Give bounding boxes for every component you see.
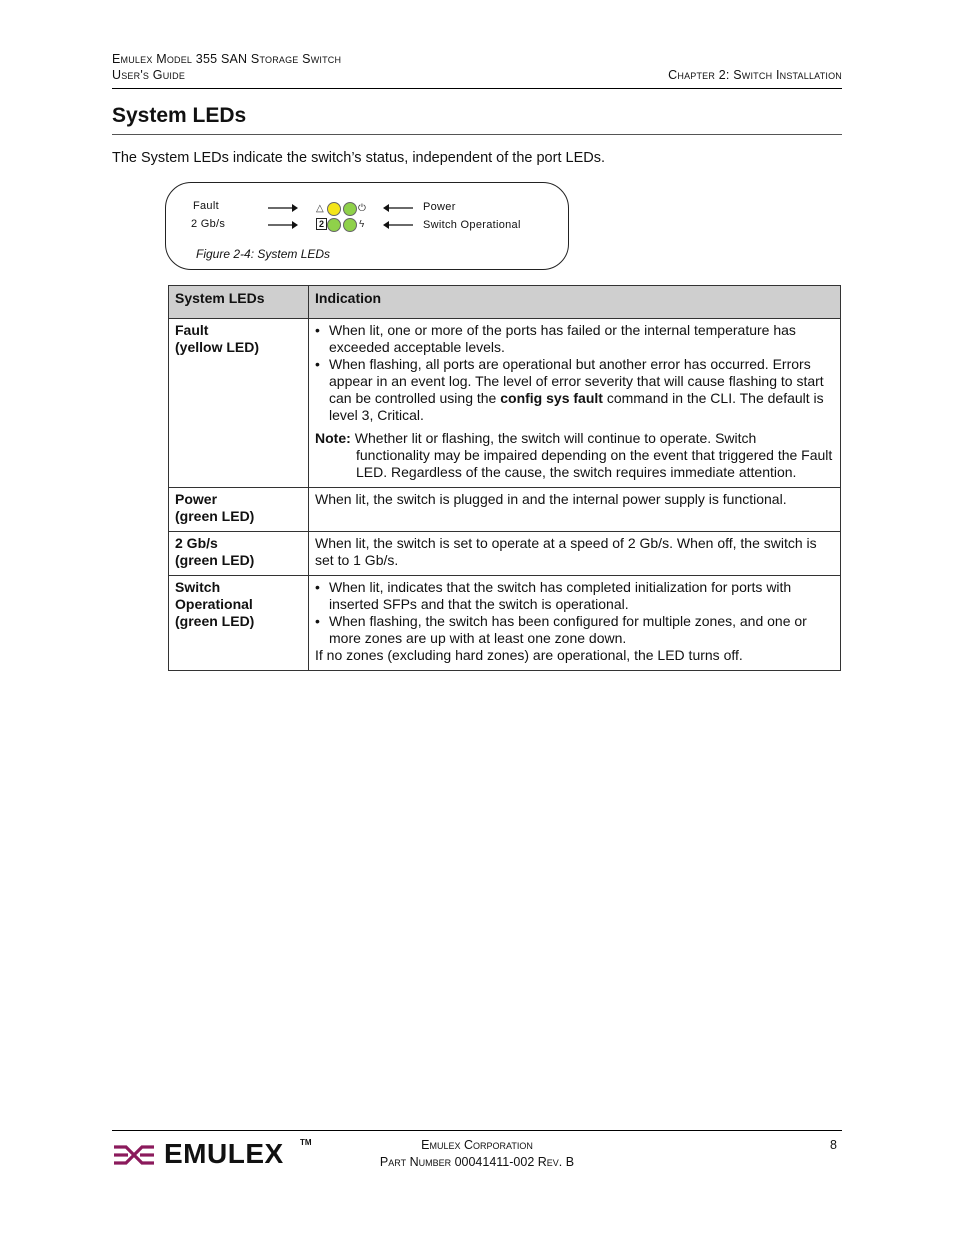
trademark-mark: TM bbox=[300, 1138, 312, 1147]
intro-paragraph: The System LEDs indicate the switch’s status, independent of the port LEDs. bbox=[112, 150, 605, 166]
led-color: (yellow LED) bbox=[175, 339, 260, 355]
power-led bbox=[343, 202, 357, 216]
speed-box-icon: 2 bbox=[316, 218, 327, 230]
indication-cell bbox=[309, 319, 841, 488]
section-title: System LEDs bbox=[112, 104, 247, 127]
cli-command: config sys fault bbox=[500, 390, 603, 406]
led-name-cell bbox=[169, 576, 309, 671]
indication-cell: When lit, the switch is set to operate at a speed of 2 Gb/s. When off, the switch is set to 1 Gb/s. bbox=[309, 532, 841, 576]
page-number: 8 bbox=[830, 1138, 837, 1152]
footer-company: Emulex Corporation bbox=[421, 1138, 533, 1152]
fault-led bbox=[327, 202, 341, 216]
warning-triangle-icon: △ bbox=[316, 203, 324, 214]
header-product-title: Emulex Model 355 SAN Storage Switch bbox=[112, 52, 342, 66]
bullet-text-tail: command in the CLI. The default is level 3, Critical. bbox=[329, 390, 824, 423]
led-color: (green LED) bbox=[175, 552, 255, 568]
arrow-left-icon bbox=[383, 221, 413, 229]
speed-led bbox=[327, 218, 341, 232]
led-name: 2 Gb/s bbox=[175, 535, 218, 551]
bullet-item: • When lit, one or more of the ports has failed or the internal temperature has exceeded acceptable levels. bbox=[315, 322, 834, 356]
note bbox=[315, 430, 834, 481]
note-label: Note: bbox=[315, 430, 351, 446]
page-header bbox=[112, 52, 842, 89]
led-name: Switch bbox=[175, 579, 221, 595]
led-name: Power bbox=[175, 491, 218, 507]
indication-cell: When lit, the switch is plugged in and the internal power supply is functional. bbox=[309, 488, 841, 532]
indication-cell bbox=[309, 576, 841, 671]
led-name: Fault bbox=[175, 322, 209, 338]
indication-text: If no zones (excluding hard zones) are operational, the LED turns off. bbox=[315, 647, 743, 663]
led-name-cell bbox=[169, 319, 309, 488]
arrow-left-icon bbox=[383, 204, 413, 212]
led-name-line2: Operational bbox=[175, 596, 253, 612]
left-arrows bbox=[266, 200, 300, 230]
logo-wordmark: EMULEX bbox=[164, 1138, 284, 1169]
column-header: Indication bbox=[309, 286, 841, 319]
led-color: (green LED) bbox=[175, 613, 255, 629]
table-header-row bbox=[169, 286, 841, 319]
switch-operational-led bbox=[343, 218, 357, 232]
bullet-item bbox=[315, 356, 834, 424]
right-arrows bbox=[381, 200, 415, 230]
note-text: Whether lit or flashing, the switch will continue to operate. Switch functionality may be impaired depending on the event that triggered the Fault LED. Regardless of the cause, the switch requires immediate attention. bbox=[354, 430, 833, 480]
table-row bbox=[169, 532, 841, 576]
power-icon: ⏻ bbox=[358, 203, 366, 214]
fault-label: Fault bbox=[193, 200, 219, 212]
led-name-cell bbox=[169, 488, 309, 532]
footer-divider bbox=[112, 1130, 842, 1131]
lightning-icon: ϟ bbox=[359, 219, 365, 230]
table-row bbox=[169, 488, 841, 532]
switch-operational-label: Switch Operational bbox=[423, 219, 521, 231]
table-row bbox=[169, 319, 841, 488]
arrow-right-icon bbox=[268, 221, 298, 229]
speed-label: 2 Gb/s bbox=[191, 218, 226, 230]
system-leds-table bbox=[168, 285, 841, 671]
footer-part-number: Part Number 00041411-002 Rev. B bbox=[379, 1155, 575, 1169]
table-row bbox=[169, 576, 841, 671]
figure-caption: Figure 2-4: System LEDs bbox=[196, 247, 331, 261]
bullet-text: When flashing, all ports are operational but another error has occurred. Errors appear in an event log. The level of error severity that will cause flashing to start can be controlled using the bbox=[329, 356, 824, 406]
system-leds-figure bbox=[165, 182, 569, 270]
arrow-right-icon bbox=[268, 204, 298, 212]
bullet-item: • When lit, indicates that the switch has completed initialization for ports with inserted SFPs and that the switch is operational. bbox=[315, 579, 834, 613]
header-chapter: Chapter 2: Switch Installation bbox=[668, 68, 842, 82]
led-color: (green LED) bbox=[175, 508, 255, 524]
bullet-item: • When flashing, the switch has been configured for multiple zones, and one or more zones are up with at least one zone down. bbox=[315, 613, 834, 647]
title-divider bbox=[112, 134, 842, 135]
power-label: Power bbox=[423, 201, 456, 213]
column-header: System LEDs bbox=[169, 286, 309, 319]
led-name-cell bbox=[169, 532, 309, 576]
header-guide-title: User's Guide bbox=[112, 68, 186, 82]
